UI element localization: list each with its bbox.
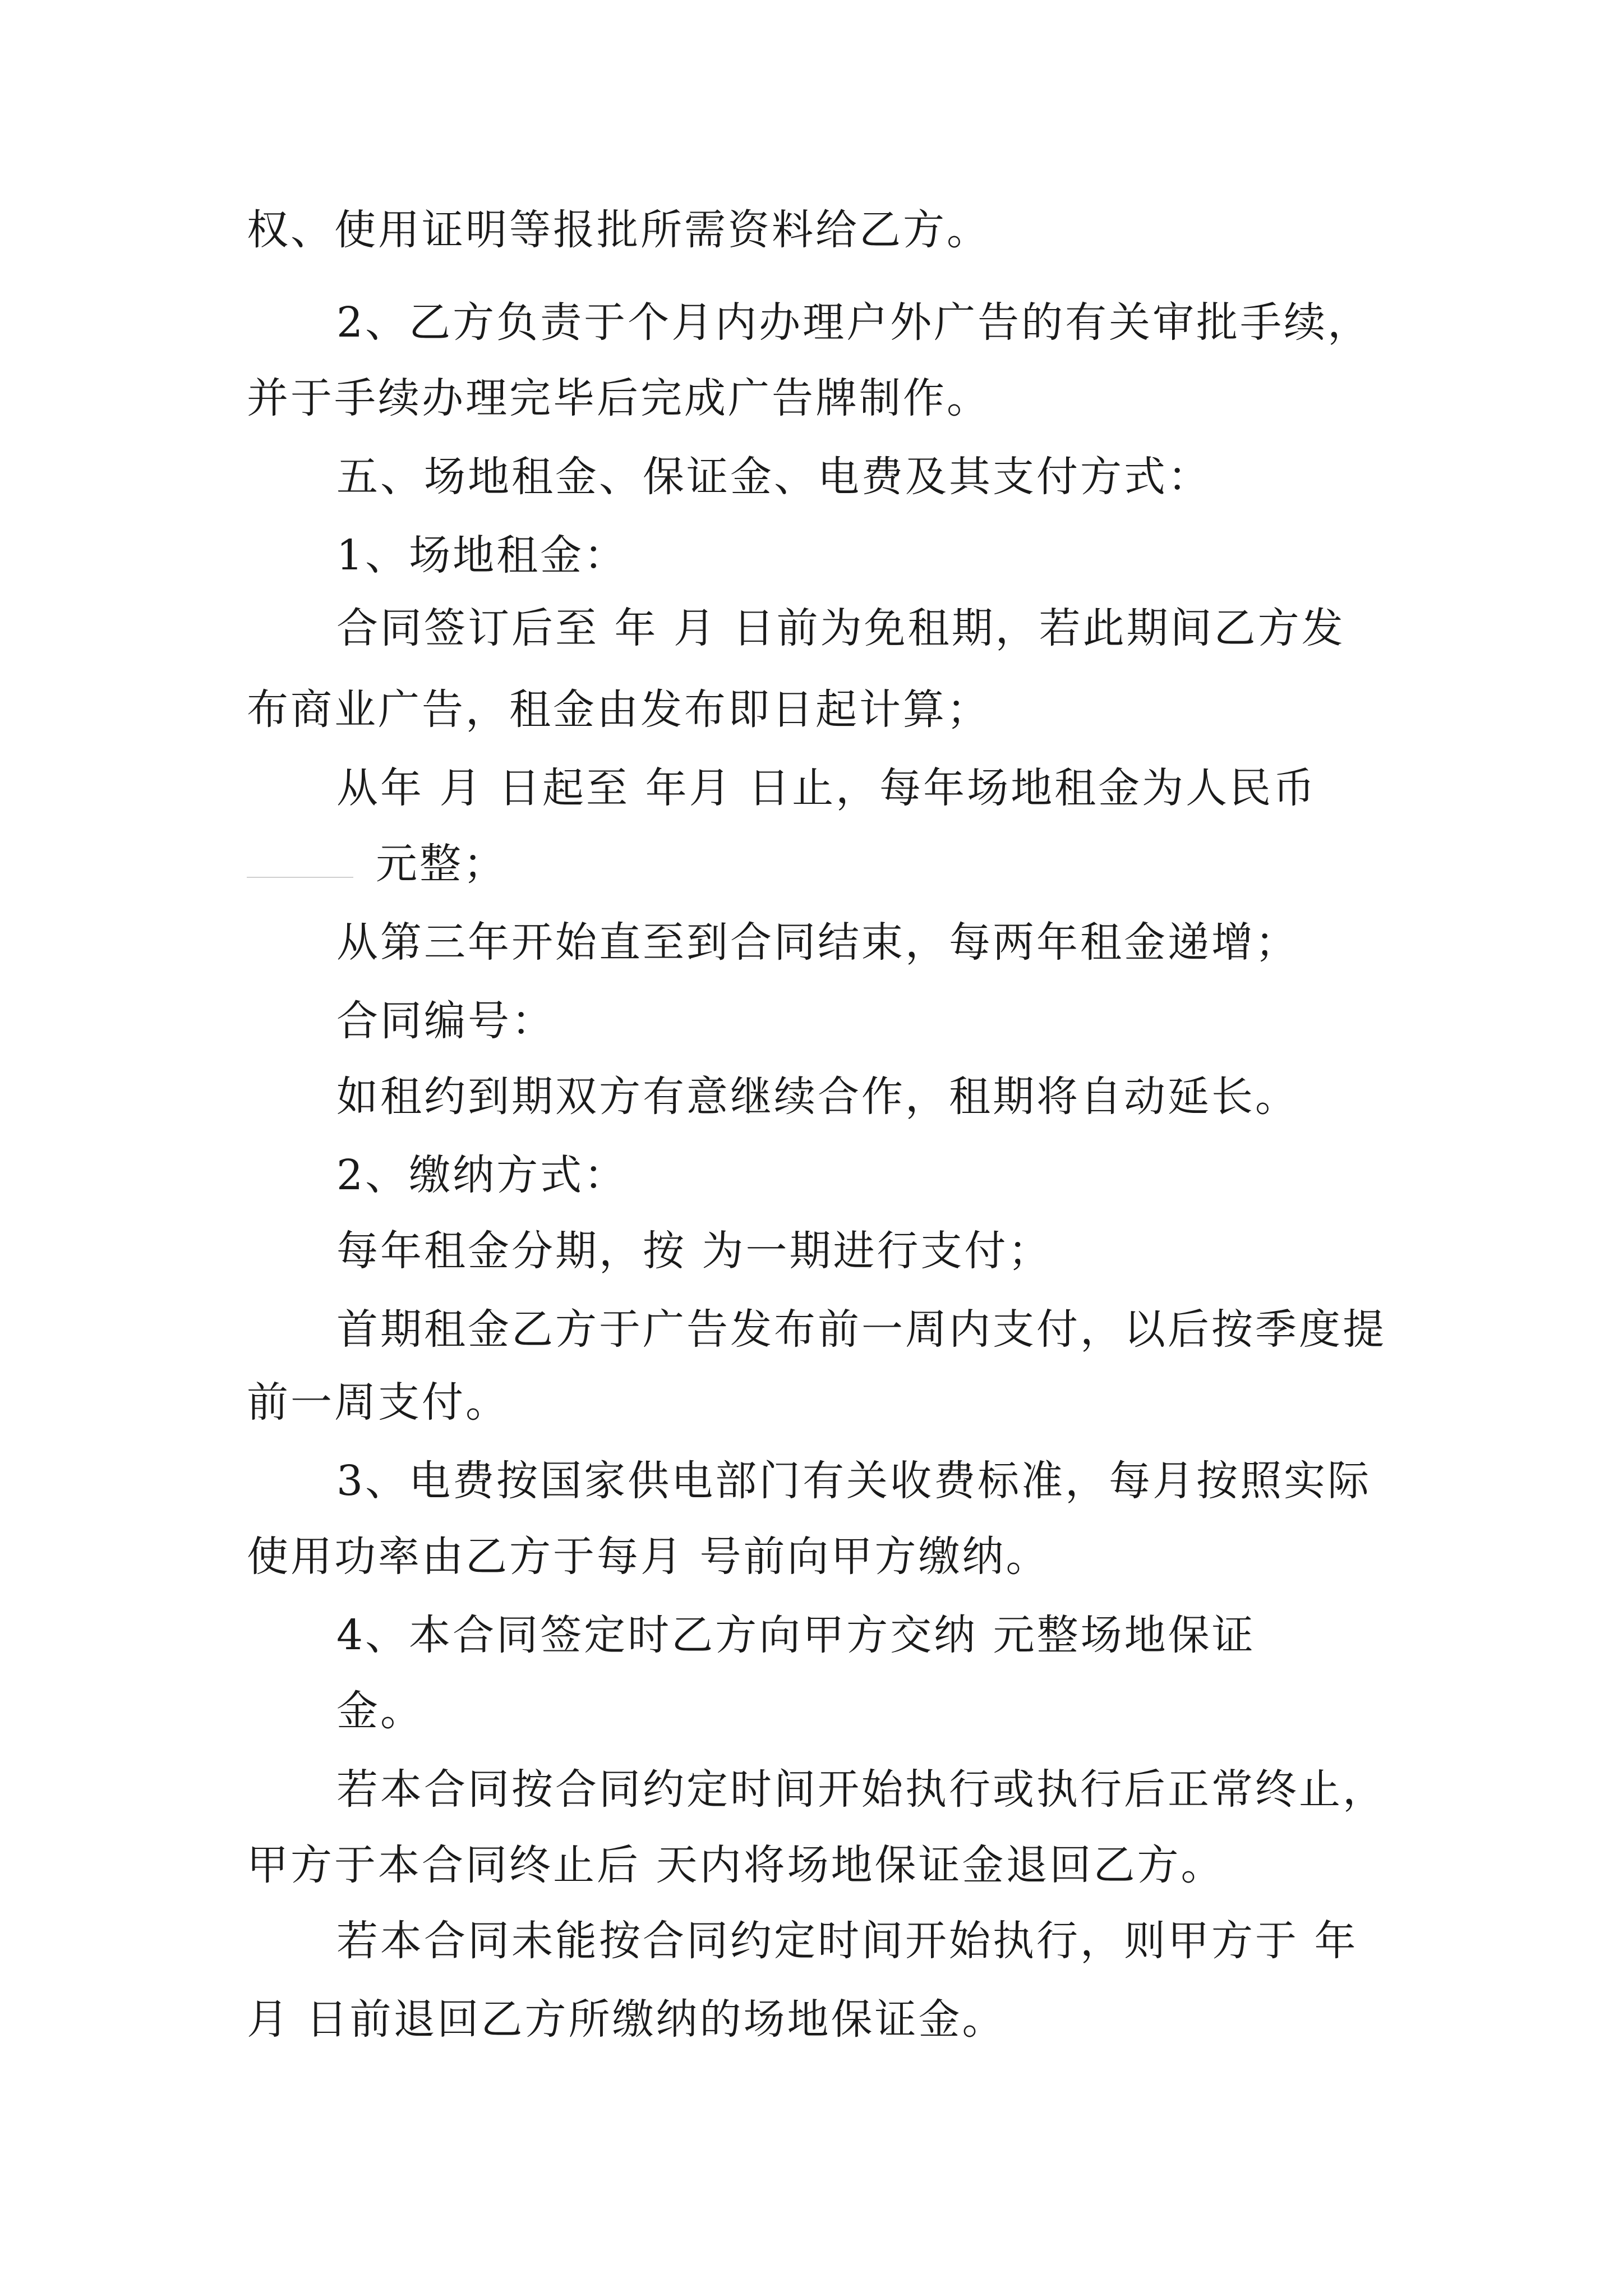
text-line: 若本合同未能按合同约定时间开始执行，则甲方于 年	[336, 1917, 1358, 1965]
text-line: 金。	[336, 1687, 424, 1735]
text-line: 每年租金分期，按 为一期进行支付；	[336, 1227, 1052, 1275]
text-line: 权、使用证明等报批所需资料给乙方。	[247, 206, 990, 254]
text-line: 布商业广告，租金由发布即日起计算；	[247, 685, 990, 734]
text-fragment: 元整；	[376, 840, 507, 888]
text-line: 合同签订后至 年 月 日前为免租期，若此期间乙方发	[336, 604, 1345, 652]
text-line: 4、本合同签定时乙方向甲方交纳 元整场地保证	[336, 1611, 1256, 1659]
text-line: 合同编号：	[336, 997, 555, 1045]
text-line: 若本合同按合同约定时间开始执行或执行后正常终止，	[336, 1765, 1386, 1814]
text-line: 使用功率由乙方于每月 号前向甲方缴纳。	[247, 1533, 1050, 1581]
text-line: 3、电费按国家供电部门有关收费标准，每月按照实际	[336, 1457, 1372, 1505]
text-line: 1、场地租金：	[336, 531, 628, 579]
text-line: 从第三年开始直至到合同结束，每两年租金递增；	[336, 918, 1299, 967]
text-line: 甲方于本合同终止后 天内将场地保证金退回乙方。	[247, 1841, 1225, 1889]
text-line: 并于手续办理完毕后完成广告牌制作。	[247, 374, 990, 422]
text-line: 月 日前退回乙方所缴纳的场地保证金。	[247, 1995, 1006, 2044]
text-line: 2、乙方负责于个月内办理户外广告的有关审批手续，	[336, 298, 1372, 347]
text-line: 前一周支付。	[247, 1378, 509, 1427]
text-line: 首期租金乙方于广告发布前一周内支付，以后按季度提	[336, 1305, 1386, 1354]
text-line: 如租约到期双方有意继续合作，租期将自动延长。	[336, 1073, 1299, 1121]
fill-in-blank	[247, 843, 353, 878]
text-line: 2、缴纳方式：	[336, 1151, 628, 1199]
text-line: 五、场地租金、保证金、电费及其支付方式：	[336, 453, 1211, 501]
text-line-with-blank	[247, 836, 507, 892]
text-line: 从年 月 日起至 年月 日止，每年场地租金为人民币	[336, 764, 1317, 812]
